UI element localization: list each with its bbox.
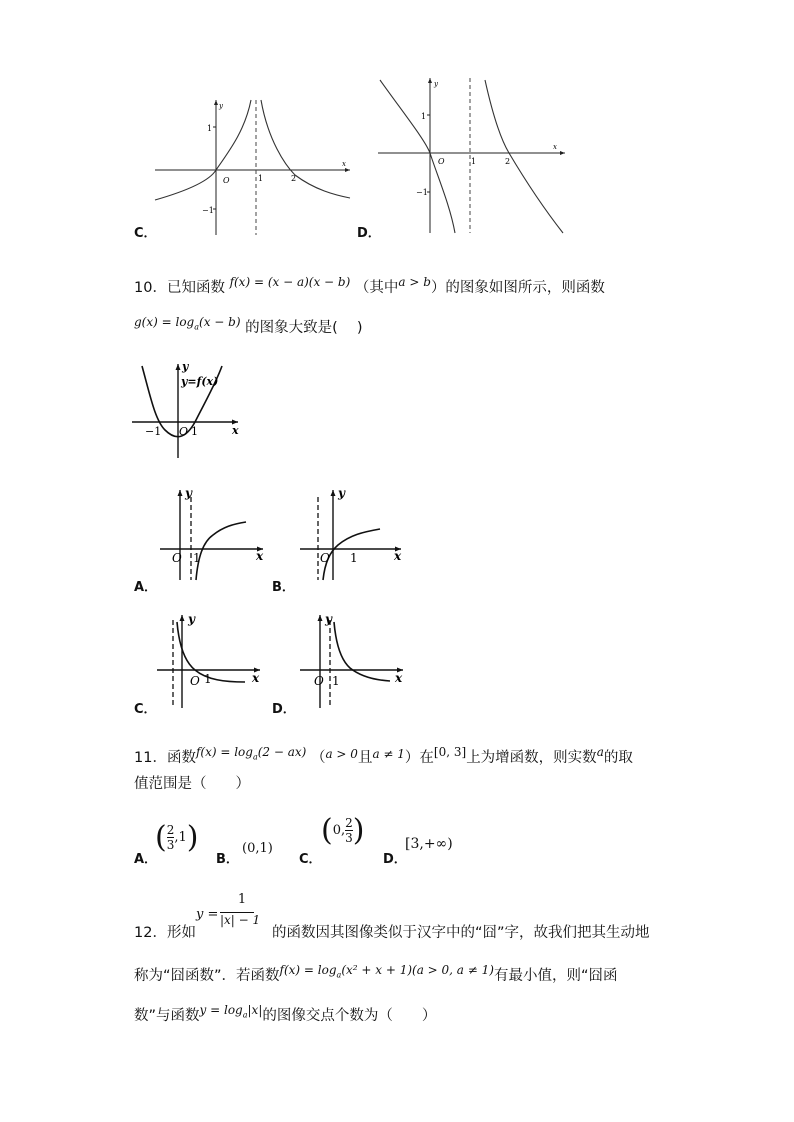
curve-label: y=f(x) [181, 375, 219, 388]
x-axis-label: x [342, 160, 346, 168]
origin-label: O [223, 176, 230, 185]
q11-option-c-label[interactable]: C． [299, 852, 322, 867]
right-branch-curve [485, 80, 563, 233]
q11-option-c-value[interactable]: (0, $\frac{2}{3}$ ) [321, 813, 365, 848]
svg-text:O: O [190, 674, 200, 688]
q11-interval: [0, 3] [433, 745, 467, 759]
svg-text:y: y [338, 487, 345, 500]
q11-option-d-label[interactable]: D． [383, 852, 407, 867]
svg-text:O: O [320, 551, 330, 565]
tick-ym1: −1 [202, 206, 214, 215]
tick-x1: 1 [471, 157, 477, 166]
origin-label: O [438, 157, 445, 166]
q11-option-a-label[interactable]: A． [134, 852, 158, 867]
svg-text:y: y [188, 612, 195, 626]
svg-text:x: x [395, 671, 403, 685]
q11-formula-f: f(x) = loga(2 − ax) [195, 745, 307, 762]
q10-main-graph [130, 360, 245, 460]
q9-option-c-label[interactable]: C． [134, 226, 157, 241]
y-axis-label: y [182, 360, 189, 373]
q9-option-d-label[interactable]: D． [357, 226, 381, 241]
q11-option-d-value[interactable]: [3,+∞) [405, 836, 453, 852]
svg-text:1: 1 [204, 672, 212, 686]
q9-option-d-graph [375, 75, 570, 235]
q12-line3: 数”与函数$^{y = log_a|x|}$的图像交点个数为（ ） [134, 1003, 437, 1024]
svg-text:1: 1 [350, 551, 358, 565]
q10-condition: a > b [398, 275, 431, 289]
q9-option-c-graph [150, 95, 360, 240]
x-axis-label: x [232, 424, 239, 437]
svg-text:1: 1 [193, 551, 201, 565]
tick-y1: 1 [421, 112, 427, 121]
svg-text:y: y [325, 612, 332, 626]
q12-line2: 称为“囧函数”．若函数$^{f(x) = log_a(x^2 + x + 1)(a > 0, a \ne 1)}$有最小值，则“囧函 [134, 963, 618, 984]
log-curve [196, 522, 246, 580]
q10-formula-g: g(x) = loga(x − b) [134, 315, 241, 332]
q10-option-d-label[interactable]: D． [272, 702, 296, 717]
q11-line1: 11．函数$^{f(x) = log_a(2 - ax)}$ （$^{a > 0}$且$^{a \ne 1}$）在[0, 3]上为增函数，则实数$^a$的取 [134, 745, 633, 766]
q11-option-b-label[interactable]: B． [216, 852, 239, 867]
x-axis-label: x [553, 143, 557, 151]
tick-x2: 2 [291, 174, 297, 183]
q11-option-b-value[interactable]: (0,1) [242, 841, 273, 856]
tick-y1: 1 [207, 124, 213, 133]
tick-minus1: −1 [145, 425, 162, 438]
svg-text:x: x [394, 549, 402, 563]
q11-line2: 值范围是（ ） [134, 776, 250, 792]
q10-option-a-label[interactable]: A． [134, 580, 158, 595]
q10-option-b-graph [298, 487, 408, 582]
q10-option-c-label[interactable]: C． [134, 702, 157, 717]
svg-text:x: x [256, 549, 264, 563]
svg-text:x: x [252, 671, 260, 685]
q12-line1: 12．形如 的函数因其图像类似于汉字中的“囧”字，故我们把其生动地 [134, 925, 650, 941]
q12-number: 12． [134, 925, 167, 941]
q10-option-c-graph [155, 610, 265, 710]
svg-text:1: 1 [332, 674, 340, 688]
q10-option-d-graph [298, 610, 408, 710]
q10-line1: 10．已知函数 $^{f(x) = (x - a)(x - b)}$ （其中$^{a > b}$）的图象如图所示，则函数 [134, 275, 605, 296]
left-branch-curve [155, 100, 251, 200]
svg-text:y: y [185, 487, 192, 500]
q10-line2: $^{g(x) = log_a(x - b)}$ 的图象大致是( ) [134, 315, 363, 336]
q11-number: 11． [134, 750, 167, 766]
q12-formula-y2: y = loga|x| [199, 1003, 263, 1020]
y-axis-label: y [219, 102, 223, 110]
q11-option-a-value[interactable]: ( $\frac{2}{3}$ ,1) [155, 820, 199, 855]
q10-formula-f: f(x) = (x − a)(x − b) [229, 275, 351, 289]
q10-option-a-graph [158, 487, 268, 582]
q10-option-b-label[interactable]: B． [272, 580, 295, 595]
q12-formula-y: y = 1 |x| − 1 [196, 892, 261, 927]
log-curve [334, 622, 390, 681]
tick-1: 1 [191, 425, 198, 438]
y-axis-label: y [434, 80, 438, 88]
q10-number: 10． [134, 280, 167, 296]
svg-text:O: O [314, 674, 324, 688]
tick-ym1: −1 [416, 188, 428, 197]
origin-label: O [179, 425, 189, 438]
q12-formula-f: f(x) = loga(x² + x + 1)(a > 0, a ≠ 1) [279, 963, 494, 980]
tick-x2: 2 [505, 157, 511, 166]
svg-text:O: O [172, 551, 182, 565]
tick-x1: 1 [258, 174, 264, 183]
right-branch-curve [261, 100, 350, 198]
